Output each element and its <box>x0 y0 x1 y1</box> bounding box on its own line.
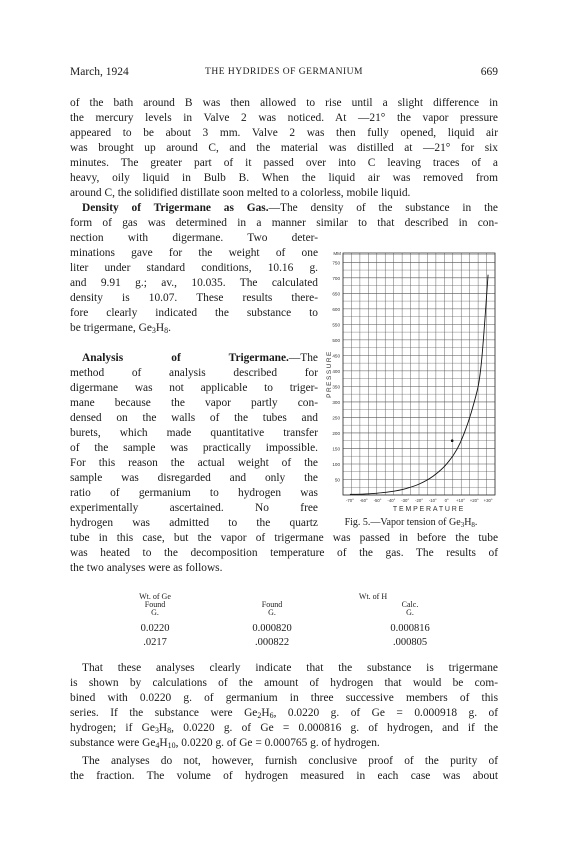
subscript: 3 <box>460 521 465 529</box>
paragraph-3-full <box>70 531 498 576</box>
table-header-label: G. <box>268 608 276 617</box>
y-tick-label: 550 <box>332 322 340 328</box>
text-run: H <box>261 707 270 719</box>
text-line: nection with digermane. Two deter- <box>70 232 318 244</box>
text-line: method of analysis described for <box>70 367 318 379</box>
text-line <box>70 201 498 216</box>
table-header-label: G. <box>151 608 159 617</box>
table-cell: 0.0220 <box>140 623 170 634</box>
x-tick-label: -60° <box>359 498 368 503</box>
header-title: THE HYDRIDES OF GERMANIUM <box>205 67 363 77</box>
text-line <box>70 721 498 736</box>
y-axis-label: PRESSURE <box>326 350 333 398</box>
text-line: around C, the solidified distillate soon melted to a colorless, mobile liquid. <box>70 187 411 199</box>
y-tick-label: 600 <box>332 306 340 312</box>
text-line: minutes. The greater part of it passed over into C leaving traces of a <box>70 157 498 169</box>
subscript: 3 <box>154 726 159 735</box>
y-tick-label: 300 <box>332 399 340 405</box>
y-tick-label: 250 <box>332 415 340 421</box>
y-unit-label: MM <box>333 251 341 256</box>
table-header-found <box>232 601 312 617</box>
paragraph-2-narrow <box>70 231 318 336</box>
header-date: March, 1924 <box>70 66 129 78</box>
paragraph-3-narrow <box>70 351 318 531</box>
subscript: 4 <box>155 741 160 750</box>
text-run: H <box>158 722 168 734</box>
text-run: , 0.0220 g. of Ge = 0.000816 g. of hydrogen, and if the <box>171 722 499 734</box>
text-line: hydrogen was admitted to the quartz <box>70 517 318 529</box>
subscript: 10 <box>167 741 176 750</box>
table-col-ge <box>120 622 190 650</box>
paragraph-2-head <box>70 201 498 231</box>
table-header-label: Wt. of H <box>358 592 388 601</box>
text-run: . <box>168 322 171 334</box>
x-tick-label: -20° <box>415 498 423 503</box>
text-line: The analyses do not, however, furnish conclusive proof of the purity of <box>82 755 498 767</box>
vapor-tension-figure <box>323 247 499 517</box>
x-tick-label: +20° <box>469 498 479 503</box>
text-line: digermane was not applicable to triger- <box>70 382 318 394</box>
y-tick-label: 450 <box>332 353 340 359</box>
y-tick-label: 400 <box>332 368 340 374</box>
table-header-label: G. <box>406 608 414 617</box>
x-tick-label: -50° <box>373 498 382 503</box>
x-axis-label: TEMPERATURE <box>392 506 466 513</box>
text-run: series. If the substance were Ge <box>70 707 258 719</box>
x-tick-label: -10° <box>428 498 437 503</box>
subscript: 6 <box>269 711 274 720</box>
x-tick-label: -30° <box>401 498 410 503</box>
table-cell: .000805 <box>392 637 428 648</box>
text-run: Fig. 5.—Vapor tension of Ge <box>344 517 461 528</box>
x-tick-label: +10° <box>455 498 465 503</box>
table-header-label: Wt. of Ge <box>139 592 171 601</box>
text-line: was brought up around C, and the material was distilled at —21° for six <box>70 142 498 154</box>
table-col-found <box>232 622 312 650</box>
table-cell: 0.000820 <box>252 623 292 634</box>
text-line: the two analyses were as follows. <box>70 562 223 574</box>
subscript: 2 <box>257 711 262 720</box>
text-run: substance were Ge <box>70 737 156 749</box>
text-run: , 0.0220 g. of Ge = 0.000918 g. of <box>273 707 499 719</box>
text-run: —The <box>288 352 318 364</box>
text-run: hydrogen; if Ge <box>70 722 155 734</box>
text-line: of the bath around B was then allowed to rise until a slight difference in <box>70 97 498 109</box>
text-line: densed on the walls of the tubes and <box>70 412 318 424</box>
text-line: form of gas was determined in a manner similar to that described in con- <box>70 217 498 229</box>
text-line <box>70 321 318 336</box>
text-line: heavy, oily liquid in Bulb B. When the liquid air was removed from <box>70 172 498 184</box>
text-line: bined with 0.0220 g. of germanium in three successive members of this <box>70 692 498 704</box>
y-tick-label: 350 <box>332 384 340 390</box>
text-line: of the sample was practically impossible. <box>70 442 318 454</box>
text-line: and 9.91 g.; av., 10.035. The calculated <box>70 277 318 289</box>
text-line: burets, which made quantitative transfer <box>70 427 318 439</box>
table-header-label: Calc. <box>401 600 419 609</box>
paragraph-4 <box>70 661 498 751</box>
text-line: That these analyses clearly indicate that the substance is trigermane <box>82 662 498 674</box>
text-line: minations gave for the weight of one <box>70 247 318 259</box>
table-col-calc <box>370 622 450 650</box>
y-tick-label: 500 <box>332 337 340 343</box>
text-line <box>70 706 498 721</box>
subscript: 8 <box>167 726 172 735</box>
text-line: For this reason the actual weight of the <box>70 457 318 469</box>
text-line: the mercury levels in Valve 2 was noticed. At —21° the vapor pressure <box>70 112 498 124</box>
section-heading-density: Density of Trigermane as Gas. <box>82 202 269 214</box>
table-cell: .0217 <box>143 637 167 648</box>
section-heading-analysis: Analysis of Trigermane. <box>82 352 289 364</box>
text-line: fore clearly indicated the substance to <box>70 307 318 319</box>
text-line: mane because the vapor partly con- <box>70 397 318 409</box>
x-tick-label: -40° <box>387 498 396 503</box>
text-run: H <box>159 737 168 749</box>
text-line: ratio of germanium to hydrogen was <box>70 487 318 499</box>
subscript: 8 <box>164 326 169 335</box>
table-header-calc <box>370 601 450 617</box>
text-line: appeared to be about 3 mm. Valve 2 was then fully opened, liquid air <box>70 127 498 139</box>
y-tick-label: 150 <box>332 446 340 452</box>
text-line: is shown by calculations of the amount of hydrogen that would be com- <box>70 677 498 689</box>
text-run: , 0.0220 g. of Ge = 0.000765 g. of hydrogen. <box>175 737 380 749</box>
analysis-table <box>120 593 480 653</box>
text-line: sample was disregarded and only the <box>70 472 318 484</box>
text-line <box>70 351 318 366</box>
x-tick-label: 0° <box>444 498 449 503</box>
text-line: was heated to the decomposition temperature of the gas. The results of <box>70 547 498 559</box>
text-line <box>70 736 498 751</box>
table-header-h <box>338 593 408 601</box>
y-tick-label: 650 <box>332 291 340 297</box>
text-line: the fraction. The volume of hydrogen measured in each case was about <box>70 770 498 782</box>
table-header-label: Found <box>261 600 283 609</box>
x-tick-label: +30° <box>483 498 493 503</box>
table-cell: 0.000816 <box>390 623 430 634</box>
paragraph-5 <box>70 754 498 784</box>
text-run: be trigermane, Ge <box>70 322 152 334</box>
text-run: H <box>155 322 165 334</box>
table-cell: .000822 <box>254 637 290 648</box>
subscript: 8 <box>471 521 475 529</box>
table-header-label: Found <box>144 600 166 609</box>
vapor-tension-chart <box>323 247 499 517</box>
y-tick-label: 50 <box>334 477 340 483</box>
y-tick-label: 100 <box>332 461 340 467</box>
text-line: tube in this case, but the vapor of trigermane was passed in before the tube <box>70 532 498 544</box>
table-header-ge <box>120 593 190 617</box>
text-line: density is 10.07. These results there- <box>70 292 318 304</box>
y-tick-label: 700 <box>332 275 340 281</box>
text-line: experimentally ascertained. No free <box>70 502 318 514</box>
y-tick-label: 200 <box>332 430 340 436</box>
data-point <box>451 439 454 442</box>
subscript: 3 <box>151 326 156 335</box>
text-line: liter under standard conditions, 10.16 g. <box>70 262 318 274</box>
running-header <box>70 66 498 82</box>
text-run: H <box>464 517 472 528</box>
text-run: . <box>474 517 478 528</box>
page-number: 669 <box>480 66 498 78</box>
paragraph-1 <box>70 96 498 201</box>
x-tick-label: -70° <box>345 498 354 503</box>
y-tick-label: 750 <box>332 260 340 266</box>
figure-caption <box>323 517 499 528</box>
text-run: —The density of the substance in the <box>268 202 498 214</box>
